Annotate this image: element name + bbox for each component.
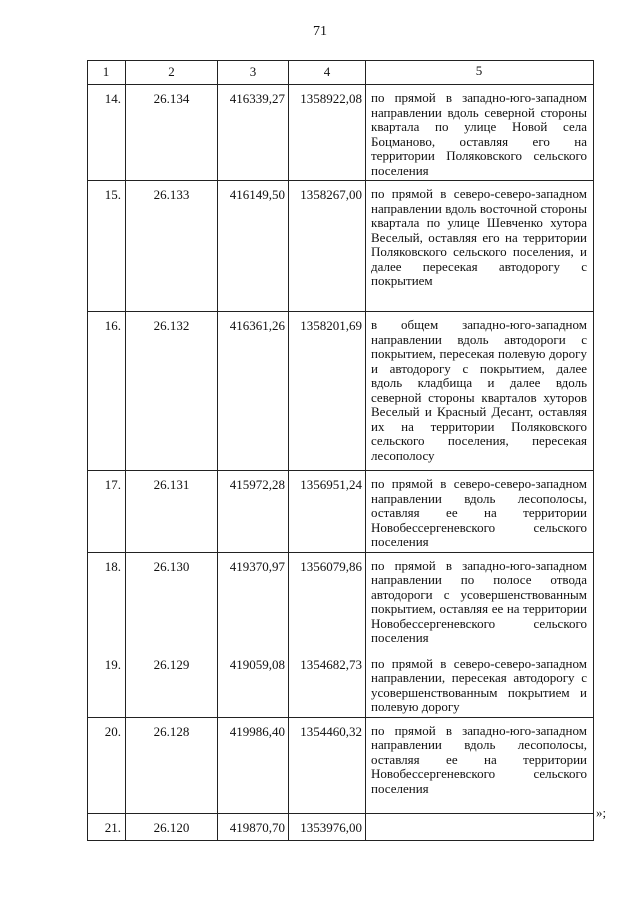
boundary-description: по прямой в северо-северо-западном направлении вдоль лесополосы, оставляя ее на территории Новобессергеневского сельского поселения — [366, 471, 594, 553]
table-row — [88, 813, 594, 840]
table-row — [88, 552, 594, 651]
row-number: 19. — [88, 651, 126, 718]
y-coordinate: 1358201,69 — [289, 312, 366, 471]
table-row — [88, 471, 594, 553]
boundary-description: по прямой в северо-северо-западном направлении, пересекая автодорогу с усовершенствованным покрытием и полевую дорогу — [366, 651, 594, 718]
x-coordinate: 415972,28 — [218, 471, 289, 553]
y-coordinate: 1356951,24 — [289, 471, 366, 553]
row-number: 16. — [88, 312, 126, 471]
x-coordinate: 419986,40 — [218, 717, 289, 813]
y-coordinate: 1356079,86 — [289, 552, 366, 651]
table-row — [88, 651, 594, 718]
boundary-coordinates-table — [87, 60, 594, 841]
x-coordinate: 419870,70 — [218, 813, 289, 840]
point-id: 26.130 — [126, 552, 218, 651]
table-row — [88, 312, 594, 471]
column-header-1: 1 — [88, 61, 126, 85]
point-id: 26.131 — [126, 471, 218, 553]
boundary-description: по прямой в западно-юго-западном направлении вдоль северной стороны квартала по улице Новой села Боцманово, оставляя его на территории Поляковского сельского поселения — [366, 85, 594, 181]
y-coordinate: 1358922,08 — [289, 85, 366, 181]
column-header-4: 4 — [289, 61, 366, 85]
table-row — [88, 717, 594, 813]
table-row — [88, 181, 594, 312]
closing-quote-mark: »; — [596, 805, 607, 820]
boundary-description: по прямой в северо-северо-западном направлении вдоль восточной стороны квартала по улице Шевченко хутора Веселый, оставляя его на территории Поляковского сельского поселения, и далее пересекая автодорогу с покрытием — [366, 181, 594, 312]
row-number: 21. — [88, 813, 126, 840]
x-coordinate: 416339,27 — [218, 85, 289, 181]
row-number: 20. — [88, 717, 126, 813]
boundary-description — [366, 813, 594, 840]
boundary-description: по прямой в западно-юго-западном направлении вдоль лесополосы, оставляя ее на территории Новобессергеневского сельского поселения — [366, 717, 594, 813]
row-number: 15. — [88, 181, 126, 312]
point-id: 26.132 — [126, 312, 218, 471]
column-header-2: 2 — [126, 61, 218, 85]
row-number: 17. — [88, 471, 126, 553]
point-id: 26.133 — [126, 181, 218, 312]
boundary-description: в общем западно-юго-западном направлении вдоль автодороги с покрытием, пересекая полевую дорогу и автодорогу с покрытием, далее вдоль кладбища и далее вдоль северной стороны кварталов хуторов Веселый и Красный Десант, оставляя их на территории Поляковского сельского поселения, пересекая лесополосу — [366, 312, 594, 471]
row-number: 18. — [88, 552, 126, 651]
table-row — [88, 85, 594, 181]
point-id: 26.129 — [126, 651, 218, 718]
row-number: 14. — [88, 85, 126, 181]
x-coordinate: 419370,97 — [218, 552, 289, 651]
point-id: 26.128 — [126, 717, 218, 813]
column-header-5: 5 — [366, 61, 594, 85]
y-coordinate: 1358267,00 — [289, 181, 366, 312]
y-coordinate: 1353976,00 — [289, 813, 366, 840]
point-id: 26.120 — [126, 813, 218, 840]
y-coordinate: 1354682,73 — [289, 651, 366, 718]
x-coordinate: 416149,50 — [218, 181, 289, 312]
column-header-3: 3 — [218, 61, 289, 85]
boundary-description: по прямой в западно-юго-западном направлении по полосе отвода автодороги с усовершенствованным покрытием, оставляя ее на территории Новобессергеневского сельского поселения — [366, 552, 594, 651]
table-header-row — [88, 61, 594, 85]
point-id: 26.134 — [126, 85, 218, 181]
page-number: 71 — [313, 24, 327, 39]
x-coordinate: 419059,08 — [218, 651, 289, 718]
x-coordinate: 416361,26 — [218, 312, 289, 471]
y-coordinate: 1354460,32 — [289, 717, 366, 813]
